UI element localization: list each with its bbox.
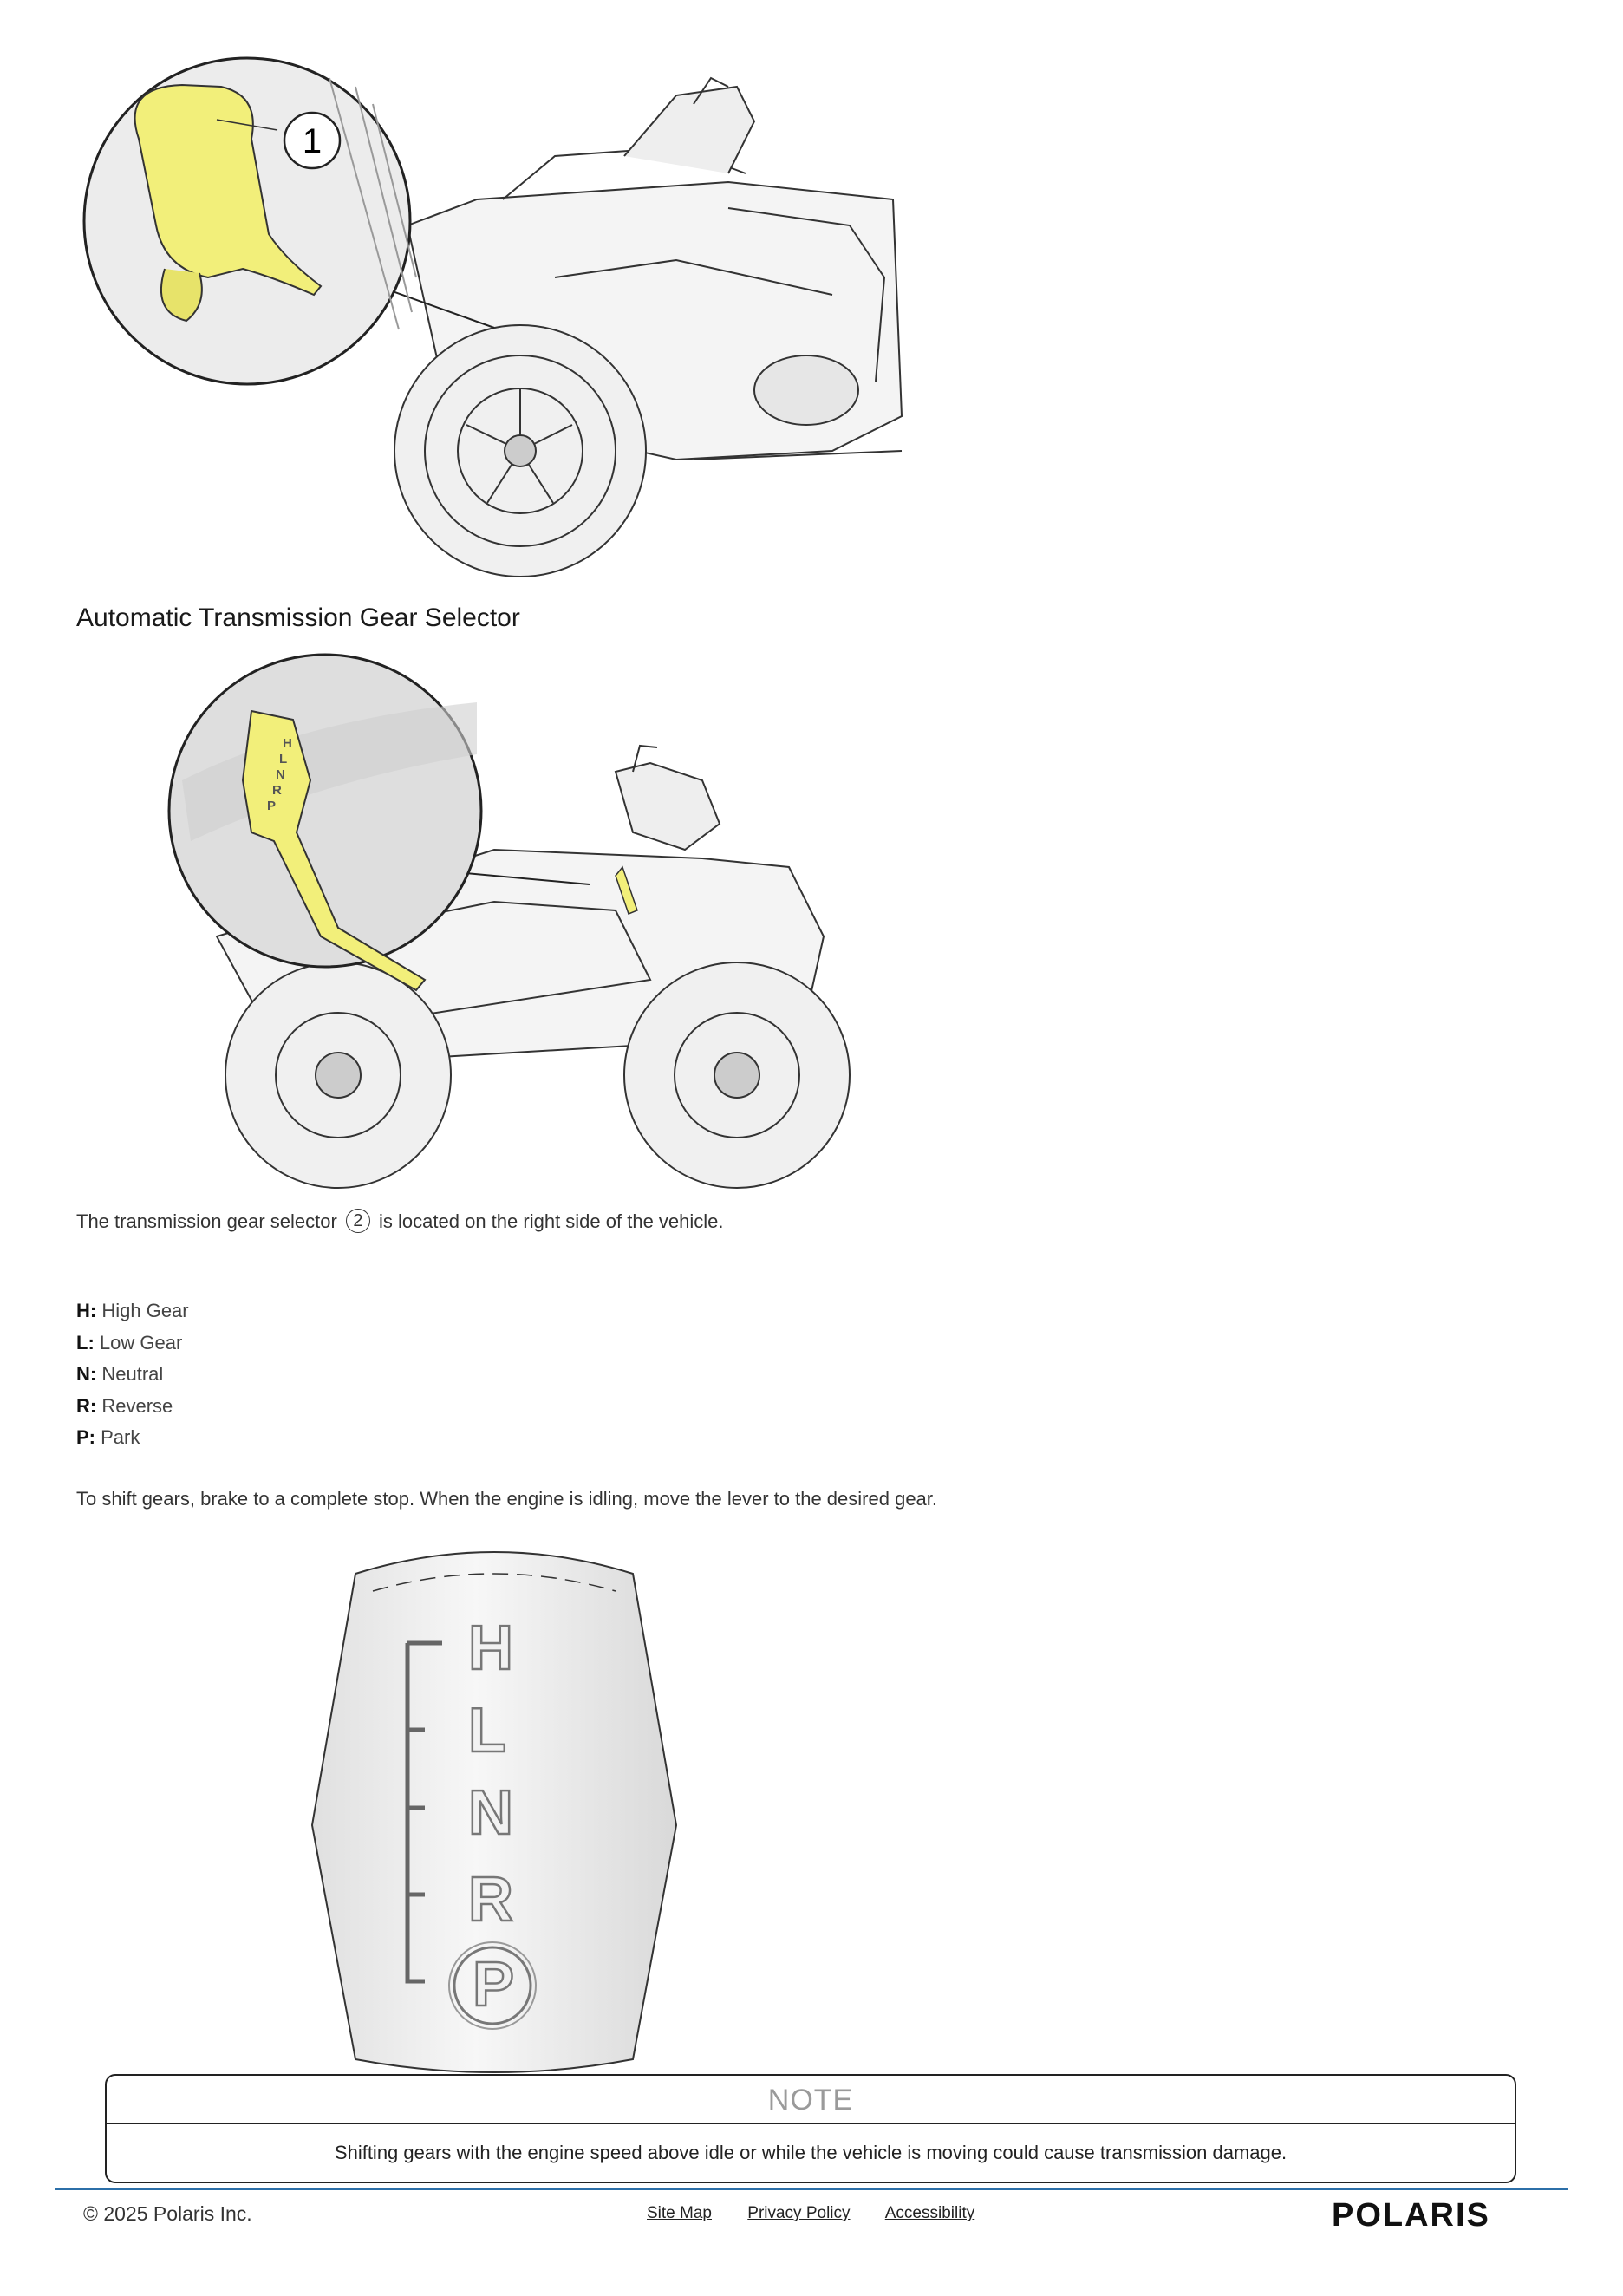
footer-divider [55, 2188, 1568, 2190]
note-body: Shifting gears with the engine speed above idle or while the vehicle is moving could cause transmission damage. [334, 2142, 1287, 2163]
gear-item-high: H: High Gear [76, 1300, 189, 1321]
callout-1-label: 1 [302, 122, 323, 160]
accessibility-link[interactable]: Accessibility [884, 2204, 975, 2222]
selector-location-before: The transmission gear selector [76, 1210, 337, 1232]
selector-location-text [76, 1210, 724, 1235]
note-box [105, 2074, 1516, 2183]
gear-item-park: P: Park [76, 1426, 140, 1448]
lever-letter-r: R [272, 783, 282, 798]
lever-letter-l: L [279, 752, 288, 766]
shift-instruction-text: To shift gears, brake to a complete stop. When the engine is idling, move the lever to the desired gear. [76, 1488, 938, 1510]
shifter-letter-l: L [468, 1696, 506, 1765]
shifter-letter-h: H [468, 1614, 513, 1683]
shifter-letter-r: R [468, 1865, 513, 1934]
privacy-policy-link[interactable]: Privacy Policy [747, 2204, 851, 2222]
footer-links [647, 2204, 1006, 2223]
note-title: NOTE [107, 2076, 1515, 2124]
lever-letter-p: P [267, 799, 277, 813]
polaris-logo[interactable] [1332, 2197, 1542, 2232]
gear-item-neutral: N: Neutral [76, 1363, 164, 1385]
lever-letter-h: H [283, 736, 292, 751]
gear-list [76, 1295, 189, 1454]
shifter-knob-illustration [295, 1539, 694, 2077]
selector-location-after: is located on the right side of the vehicle. [379, 1210, 724, 1232]
gear-item-reverse: R: Reverse [76, 1394, 173, 1417]
shifter-letter-p: P [473, 1950, 515, 2019]
atv-cap-illustration [69, 52, 919, 590]
gear-selector-illustration [165, 650, 928, 1205]
gear-item-low: L: Low Gear [76, 1331, 183, 1353]
section-heading: Automatic Transmission Gear Selector [76, 603, 520, 632]
callout-2-badge: 2 [346, 1209, 370, 1233]
lever-letter-n: N [276, 767, 285, 782]
shifter-letter-n: N [468, 1778, 513, 1848]
copyright: © 2025 Polaris Inc. [83, 2202, 252, 2225]
polaris-logo-text: POLARIS [1332, 2197, 1490, 2232]
site-map-link[interactable]: Site Map [647, 2204, 712, 2222]
